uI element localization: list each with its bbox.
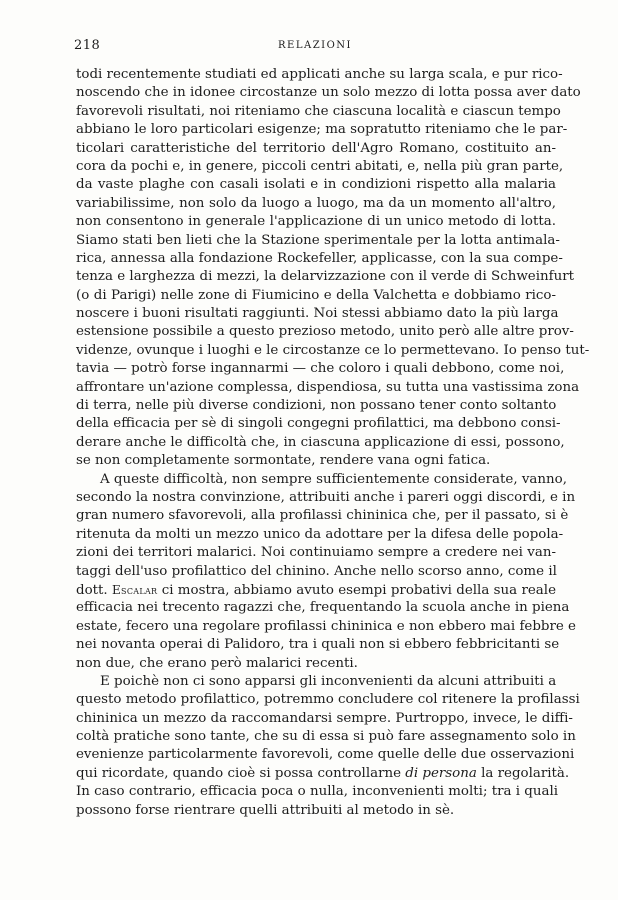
body-text: [76, 66, 590, 820]
text-line: coltà pratiche sono tante, che su di essa si può fare assegnamento solo in: [76, 729, 576, 745]
text-line: secondo la nostra convinzione, attribuiti anche i pareri oggi discordi, e in: [76, 489, 576, 505]
text-line: chininica un mezzo da raccomandarsi sempre. Purtroppo, invece, le diffi-: [76, 710, 573, 726]
text-line: tavia — potrò forse ingannarmi — che coloro i quali debbono, come noi,: [76, 361, 565, 377]
text-line-with-name: [76, 581, 556, 599]
text-line: todi recentemente studiati ed applicati anche su larga scala, e pur rico-: [76, 67, 563, 82]
text-line: efficacia nei trecento ragazzi che, frequentando la scuola anche in piena: [76, 600, 570, 616]
text-line: se non completamente sormontate, rendere vana ogni fatica.: [76, 453, 491, 469]
text-line: evenienze particolarmente favorevoli, come quelle delle due osservazioni: [76, 747, 575, 763]
author-name: Escalar: [112, 582, 158, 597]
text-line: E poichè non ci sono apparsi gli inconvenienti da alcuni attribuiti a: [100, 673, 557, 689]
page-header: [74, 38, 556, 58]
text-line: non due, che erano però malarici recenti.: [76, 655, 358, 671]
text-line: gran numero sfavorevoli, alla profilassi chininica che, per il passato, si è: [76, 508, 569, 524]
text-line: videnze, ovunque i luoghi e le circostanze ce lo permettevano. Io penso tut-: [76, 342, 590, 358]
text-segment: ci mostra, abbiamo avuto esempi probativi della sua reale: [157, 582, 556, 598]
text-line: questo metodo profilattico, potremmo concludere col ritenere la profilassi: [76, 692, 580, 708]
text-line: tenza e larghezza di mezzi, la delarvizzazione con il verde di Schweinfurt: [76, 269, 574, 285]
text-line: nei novanta operai di Palidoro, tra i quali non si ebbero febbricitanti se: [76, 637, 560, 653]
text-line: possono forse rientrare quelli attribuiti al metodo in sè.: [76, 802, 455, 818]
running-head: RELAZIONI: [278, 40, 352, 51]
text-line: favorevoli risultati, noi riteniamo che ciascuna località e ciascun tempo: [76, 103, 561, 119]
text-line: ritenuta da molti un mezzo unico da adottare per la difesa delle popola-: [76, 526, 564, 542]
page-number: 218: [74, 38, 101, 53]
text-line: non consentono in generale l'applicazione di un unico metodo di lotta.: [76, 214, 556, 230]
text-line: noscere i buoni risultati raggiunti. Noi stessi abbiamo dato la più larga: [76, 306, 559, 322]
text-line-with-italic: [76, 765, 570, 783]
text-line: (o di Parigi) nelle zone di Fiumicino e della Valchetta e dobbiamo rico-: [76, 287, 556, 303]
text-line: noscendo che in idonee circostanze un solo mezzo di lotta possa aver dato: [76, 85, 581, 101]
text-segment: la regolarità.: [476, 765, 570, 781]
italic-phrase: di persona: [405, 765, 477, 781]
text-line: zioni dei territori malarici. Noi continuiamo sempre a credere nei van-: [76, 545, 556, 561]
text-line: affrontare un'azione complessa, dispendiosa, su tutta una vastissima zona: [76, 379, 580, 395]
text-line: abbiano le loro particolari esigenze; ma sopratutto riteniamo che le par-: [76, 122, 568, 138]
text-line: ticolari caratteristiche del territorio dell'Agro Romano, costituito an-: [76, 140, 556, 156]
text-line: A queste difficoltà, non sempre sufficientemente considerate, vanno,: [100, 471, 567, 487]
text-line: estensione possibile a questo prezioso metodo, unito però alle altre prov-: [76, 324, 574, 340]
text-line: di terra, nelle più diverse condizioni, non possano tener conto soltanto: [76, 398, 557, 414]
text-segment: qui ricordate, quando cioè si possa controllarne: [76, 765, 406, 781]
text-line: rica, annessa alla fondazione Rockefeller, applicasse, con la sua compe-: [76, 250, 563, 266]
text-line: In caso contrario, efficacia poca o nulla, inconvenienti molti; tra i quali: [76, 784, 559, 800]
text-line: derare anche le difficoltà che, in ciascuna applicazione di essi, possono,: [76, 434, 565, 450]
text-segment: dott.: [76, 582, 112, 598]
text-line: Siamo stati ben lieti che la Stazione sperimentale per la lotta antimala-: [76, 232, 560, 248]
text-line: cora da pochi e, in genere, piccoli centri abitati, e, nella più gran parte,: [76, 158, 564, 174]
text-line: della efficacia per sè di singoli congegni profilattici, ma debbono consi-: [76, 416, 561, 432]
text-line: variabilissime, non solo da luogo a luogo, ma da un momento all'altro,: [76, 195, 556, 211]
text-line: estate, fecero una regolare profilassi chininica e non ebbero mai febbre e: [76, 618, 576, 634]
text-line: taggi dell'uso profilattico del chinino. Anche nello scorso anno, come il: [76, 563, 557, 579]
text-line: da vaste plaghe con casali isolati e in condizioni rispetto alla malaria: [76, 177, 556, 193]
